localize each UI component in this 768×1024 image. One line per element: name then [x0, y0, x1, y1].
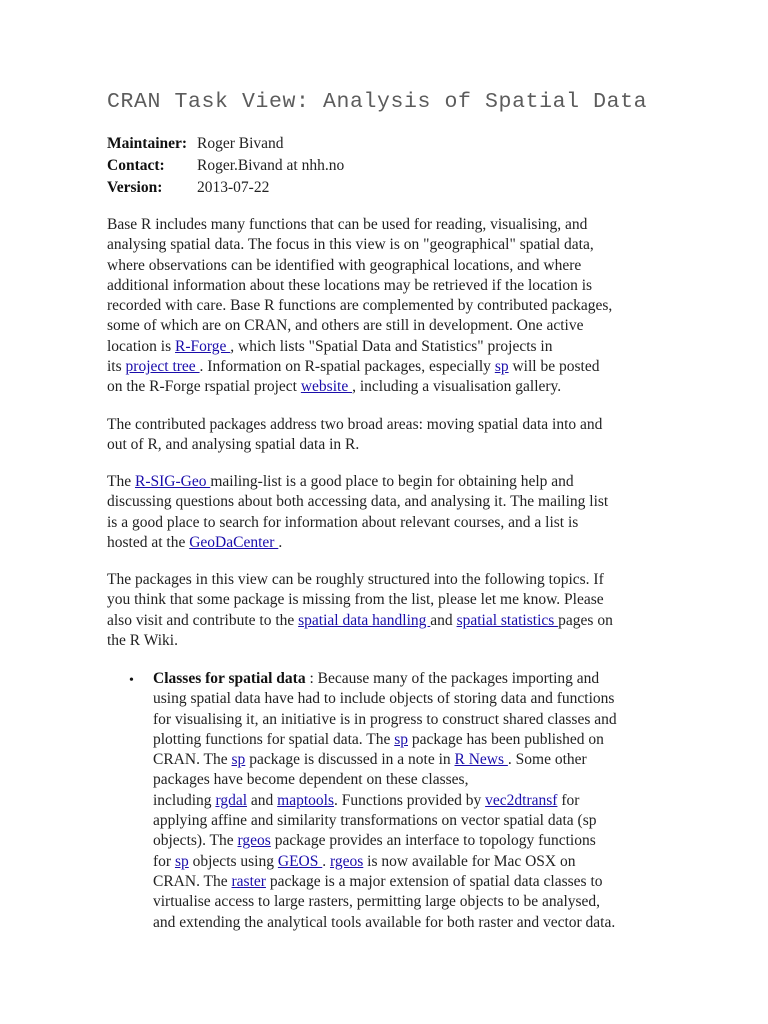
- sp-package-link[interactable]: sp: [174, 852, 189, 870]
- text-segment: .: [278, 533, 283, 551]
- text-line: [107, 337, 667, 357]
- rgeos-link[interactable]: rgeos: [237, 832, 271, 850]
- text-line: [153, 669, 693, 689]
- text-line: [107, 472, 667, 492]
- maptools-link[interactable]: maptools: [277, 791, 334, 809]
- text-segment: package is a major extension of spatial data classes to: [265, 872, 603, 890]
- text-segment: will be posted: [508, 358, 600, 376]
- text-segment: objects using: [188, 852, 278, 870]
- text-segment: .: [322, 852, 330, 870]
- list-item-body: [153, 669, 693, 933]
- text-segment: including: [153, 791, 216, 809]
- maintainer-value: Roger Bivand: [197, 135, 284, 152]
- text-line: you think that some package is missing from the list, please let me know. Please: [107, 591, 604, 609]
- text-line: additional information about these locations may be retrieved if the location is: [107, 276, 593, 294]
- spatial-statistics-link[interactable]: spatial statistics: [456, 611, 559, 629]
- text-line: applying affine and similarity transformations on vector spatial data (sp: [153, 812, 597, 830]
- metadata-block: [107, 133, 344, 199]
- text-segment: pages on: [558, 611, 613, 629]
- text-segment: for: [153, 852, 175, 870]
- text-line: [153, 730, 693, 750]
- text-line: packages have become dependent on these classes,: [153, 771, 469, 789]
- website-link[interactable]: website: [300, 378, 353, 396]
- text-line: recorded with care. Base R functions are complemented by contributed packages,: [107, 297, 613, 315]
- text-segment: , including a visualisation gallery.: [352, 378, 562, 396]
- rforge-link[interactable]: R-Forge: [175, 337, 231, 355]
- text-line: the R Wiki.: [107, 631, 178, 649]
- text-segment: . Functions provided by: [334, 791, 486, 809]
- text-line: for visualising it, an initiative is in progress to construct shared classes and: [153, 710, 617, 728]
- rsiggeo-link[interactable]: R-SIG-Geo: [134, 473, 211, 490]
- text-line: [107, 611, 667, 631]
- text-line: [153, 831, 693, 851]
- text-segment: CRAN. The: [153, 751, 232, 769]
- topics-paragraph: [107, 570, 667, 651]
- text-segment: for: [557, 791, 580, 809]
- scope-paragraph: [107, 415, 667, 456]
- vec2dtransf-link[interactable]: vec2dtransf: [485, 791, 558, 809]
- text-segment: hosted at the: [107, 533, 190, 551]
- text-segment: . Information on R-spatial packages, especially: [199, 358, 495, 376]
- text-segment: The: [107, 473, 135, 490]
- text-segment: also visit and contribute to the: [107, 611, 299, 629]
- maintainer-row: [107, 133, 344, 155]
- text-line: Base R includes many functions that can be used for reading, visualising, and: [107, 216, 588, 233]
- geos-link[interactable]: GEOS: [277, 852, 323, 870]
- text-line: [153, 852, 693, 872]
- text-segment: package has been published on: [408, 730, 604, 748]
- text-line: analysing spatial data. The focus in this view is on "geographical" spatial data,: [107, 236, 594, 254]
- contact-row: [107, 155, 344, 177]
- text-line: using spatial data have had to include objects of storing data and functions: [153, 690, 615, 708]
- text-line: The packages in this view can be roughly structured into the following topics. If: [107, 571, 604, 588]
- sp-link[interactable]: sp: [494, 358, 509, 376]
- mailing-list-paragraph: [107, 472, 667, 553]
- maintainer-label: Maintainer:: [107, 135, 188, 152]
- text-segment: , which lists "Spatial Data and Statistics" projects in: [230, 337, 553, 355]
- text-segment: its: [107, 358, 126, 376]
- text-segment: and: [430, 611, 457, 629]
- geodacenter-link[interactable]: GeoDaCenter: [189, 533, 279, 551]
- text-segment: location is: [107, 337, 176, 355]
- contact-label: Contact:: [107, 157, 165, 174]
- text-line: discussing questions about both accessing data, and analysing it. The mailing list: [107, 493, 609, 511]
- text-segment: package provides an interface to topology functions: [270, 832, 596, 850]
- project-tree-link[interactable]: project tree: [125, 358, 200, 376]
- version-value: 2013-07-22: [197, 179, 270, 196]
- text-segment: plotting functions for spatial data. The: [153, 730, 395, 748]
- contact-value: Roger.Bivand at nhh.no: [197, 157, 345, 174]
- rgdal-link[interactable]: rgdal: [215, 791, 248, 809]
- text-line: The contributed packages address two broad areas: moving spatial data into and: [107, 416, 603, 433]
- text-line: is a good place to search for information about relevant courses, and a list is: [107, 513, 579, 531]
- rgeos-link[interactable]: rgeos: [329, 852, 364, 870]
- text-segment: CRAN. The: [153, 872, 232, 890]
- text-segment: and: [247, 791, 278, 809]
- text-line: [107, 357, 667, 377]
- sp-package-link[interactable]: sp: [231, 751, 246, 769]
- raster-link[interactable]: raster: [231, 872, 266, 890]
- page-title: CRAN Task View: Analysis of Spatial Data: [107, 90, 648, 114]
- text-line: [107, 533, 667, 553]
- text-line: [153, 791, 693, 811]
- text-segment: . Some other: [507, 751, 587, 769]
- text-segment: objects). The: [153, 832, 238, 850]
- text-segment: is now available for Mac OSX on: [363, 852, 576, 870]
- sp-package-link[interactable]: sp: [394, 730, 409, 748]
- version-label: Version:: [107, 179, 163, 196]
- text-segment: package is discussed in a note in: [245, 751, 455, 769]
- text-line: where observations can be identified with geographical locations, and where: [107, 256, 582, 274]
- text-line: and extending the analytical tools available for both raster and vector data.: [153, 913, 616, 931]
- text-segment: on the R-Forge rspatial project: [107, 378, 301, 396]
- text-line: out of R, and analysing spatial data in R.: [107, 436, 360, 454]
- text-line: [153, 750, 693, 770]
- version-row: [107, 177, 344, 199]
- topic-title: Classes for spatial data: [153, 670, 306, 687]
- text-segment: mailing-list is a good place to begin for obtaining help and: [210, 473, 574, 490]
- intro-paragraph: [107, 215, 667, 398]
- r-news-link[interactable]: R News: [454, 751, 508, 769]
- text-line: virtualise access to large rasters, permitting large objects to be analysed,: [153, 893, 601, 911]
- text-line: [107, 377, 667, 397]
- text-line: [153, 872, 693, 892]
- text-segment: : Because many of the packages importing and: [305, 670, 600, 687]
- text-line: some of which are on CRAN, and others are still in development. One active: [107, 317, 584, 335]
- bullet-icon: •: [129, 673, 134, 688]
- spatial-data-handling-link[interactable]: spatial data handling: [298, 611, 431, 629]
